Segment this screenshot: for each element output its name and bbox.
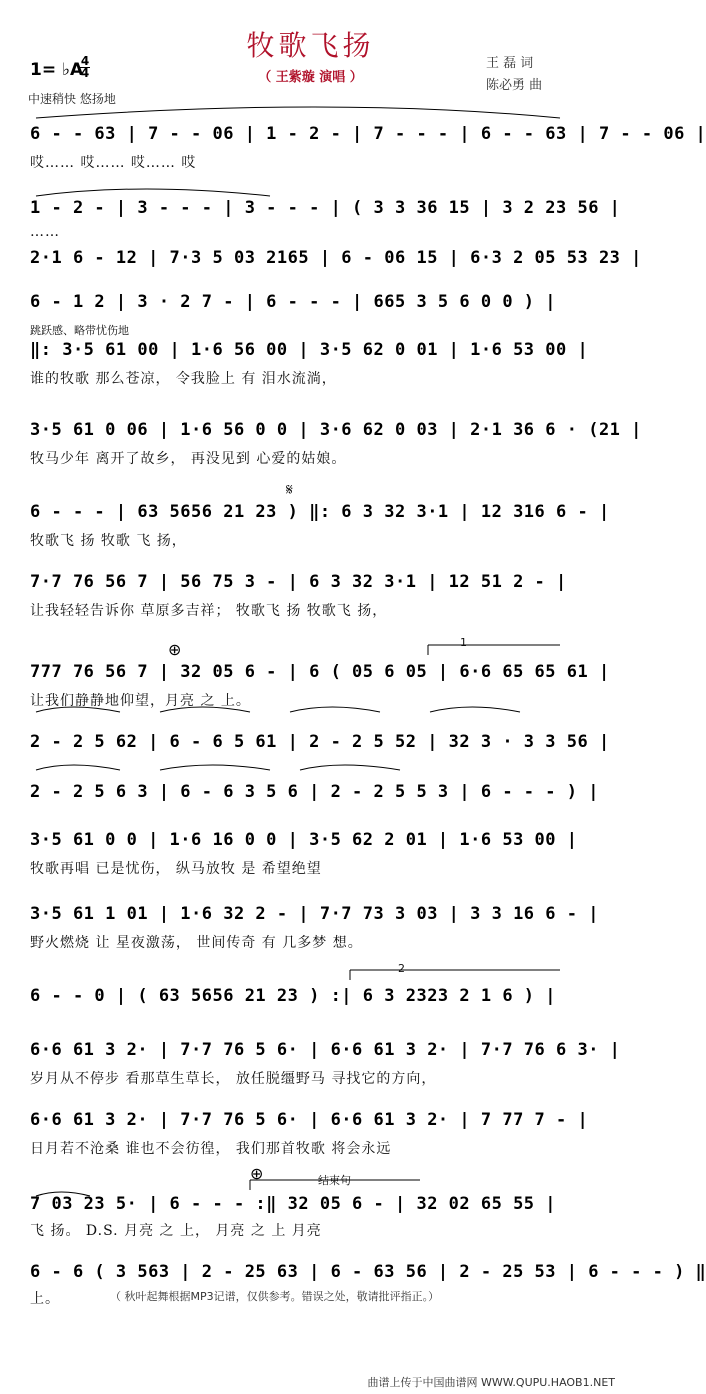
expression-mark: 跳跃感、略带忧伤地 [30,324,129,337]
meter-top: 4 [80,54,90,68]
notation-line-18: 6 - 6 ( 3 563 | 2 - 25 63 | 6 - 63 56 | 2 - 25 53 | 6 - - - ) ‖ [30,1262,706,1282]
notation-line-3: 2·1 6 - 12 | 7·3 5 03 2165 | 6 - 06 15 | 6·3 2 05 53 23 | [30,248,642,268]
notation-line-2: 1 - 2 - | 3 - - - | 3 - - - | ( 3 3 36 15 | 3 2 23 56 | [30,198,621,218]
notation-line-16: 6·6 61 3 2· | 7·7 76 5 6· | 6·6 61 3 2· | 7 77 7 - | [30,1110,589,1130]
lyric-line-2: …… [30,224,60,240]
lyric-line-18: 上。 [30,1291,60,1307]
coda-mark-icon: ⊕ [168,640,182,659]
notation-line-7: 6 - - - | 63 5656 21 23 ) ‖: 6 3 32 3·1 | 12 316 6 - | [30,502,610,522]
notation-line-10: 2 - 2 5 62 | 6 - 6 5 61 | 2 - 2 5 52 | 32 3 · 3 3 56 | [30,732,610,752]
notation-line-17: 7 03 23 5· | 6 - - - :‖ 32 05 6 - | 32 02 65 55 | [30,1194,557,1214]
lyric-line-1: 哎…… 哎…… 哎…… 哎 [30,155,197,171]
tempo-marking: 中速稍快 悠扬地 [28,92,116,106]
singer-credit: （ 王紫璇 演唱 ） [258,70,363,85]
page-title: 牧歌飞扬 [246,29,375,62]
key-signature: 1= ♭A [30,60,84,80]
lyric-line-6: 牧马少年 离开了故乡， 再没见到 心爱的姑娘。 [30,451,347,467]
volta-1-mark: 1 [460,636,467,649]
notation-line-9: 777 76 56 7 | 32 05 6 - | 6 ( 05 6 05 | 6·6 65 65 61 | [30,662,610,682]
transcription-note: （ 秋叶起舞根据MP3记谱，仅供参考。错误之处，敬请批评指正。） [110,1290,440,1303]
meter-bottom: 4 [80,66,90,80]
volta-2-mark: 2 [398,962,405,975]
lyric-line-7: 牧歌飞 扬 牧歌 飞 扬， [30,533,187,549]
coda-mark-icon-2: ⊕ [250,1164,264,1183]
notation-line-8: 7·7 76 56 7 | 56 75 3 - | 6 3 32 3·1 | 12 51 2 - | [30,572,567,592]
lyric-line-17: 飞 扬。 D.S. 月亮 之 上， 月亮 之 上 月亮 [30,1223,322,1239]
notation-line-12: 3·5 61 0 0 | 1·6 16 0 0 | 3·5 62 2 01 | 1·6 53 00 | [30,830,578,850]
lyric-line-12: 牧歌再唱 已是忧伤， 纵马放牧 是 希望绝望 [30,861,322,877]
ending-label: 结束句 [318,1174,351,1187]
notation-line-4: 6 - 1 2 | 3 · 2 7 - | 6 - - - | 665 3 5 6 0 0 ) | [30,292,557,312]
lyricist-credit: 王 磊 词 [486,56,534,71]
lyric-line-16: 日月若不沧桑 谁也不会彷徨， 我们那首牧歌 将会永远 [30,1141,392,1157]
lyric-line-8: 让我轻轻告诉你 草原多吉祥； 牧歌飞 扬 牧歌飞 扬， [30,603,388,619]
notation-line-13: 3·5 61 1 01 | 1·6 32 2 - | 7·7 73 3 03 | 3 3 16 6 - | [30,904,599,924]
composer-credit: 陈必勇 曲 [486,78,543,93]
notation-line-15: 6·6 61 3 2· | 7·7 76 5 6· | 6·6 61 3 2· | 7·7 76 6 3· | [30,1040,621,1060]
lyric-line-9: 让我们静静地仰望，月亮 之 上。 [30,693,251,709]
notation-line-11: 2 - 2 5 6 3 | 6 - 6 3 5 6 | 2 - 2 5 5 3 | 6 - - - ) | [30,782,599,802]
notation-line-6: 3·5 61 0 06 | 1·6 56 0 0 | 3·6 62 0 03 | 2·1 36 6 · (21 | [30,420,642,440]
lyric-line-15: 岁月从不停步 看那草生草长， 放任脱缰野马 寻找它的方向， [30,1071,437,1087]
notation-line-5: ‖: 3·5 61 00 | 1·6 56 00 | 3·5 62 0 01 | 1·6 53 00 | [30,340,589,360]
notation-line-14: 6 - - 0 | ( 63 5656 21 23 ) :| 6 3 2323 2 1 6 ) | [30,986,557,1006]
notation-line-1: 6 - - 63 | 7 - - 06 | 1 - 2 - | 7 - - - | 6 - - 63 | 7 - - 06 | [30,124,706,144]
lyric-line-13: 野火燃烧 让 星夜激荡， 世间传奇 有 几多梦 想。 [30,935,363,951]
site-watermark: 曲谱上传于中国曲谱网 WWW.QUPU.HAOB1.NET [367,1376,615,1389]
lyric-line-5: 谁的牧歌 那么苍凉， 令我脸上 有 泪水流淌， [30,371,337,387]
segno-mark: 𝄋 [286,480,293,499]
